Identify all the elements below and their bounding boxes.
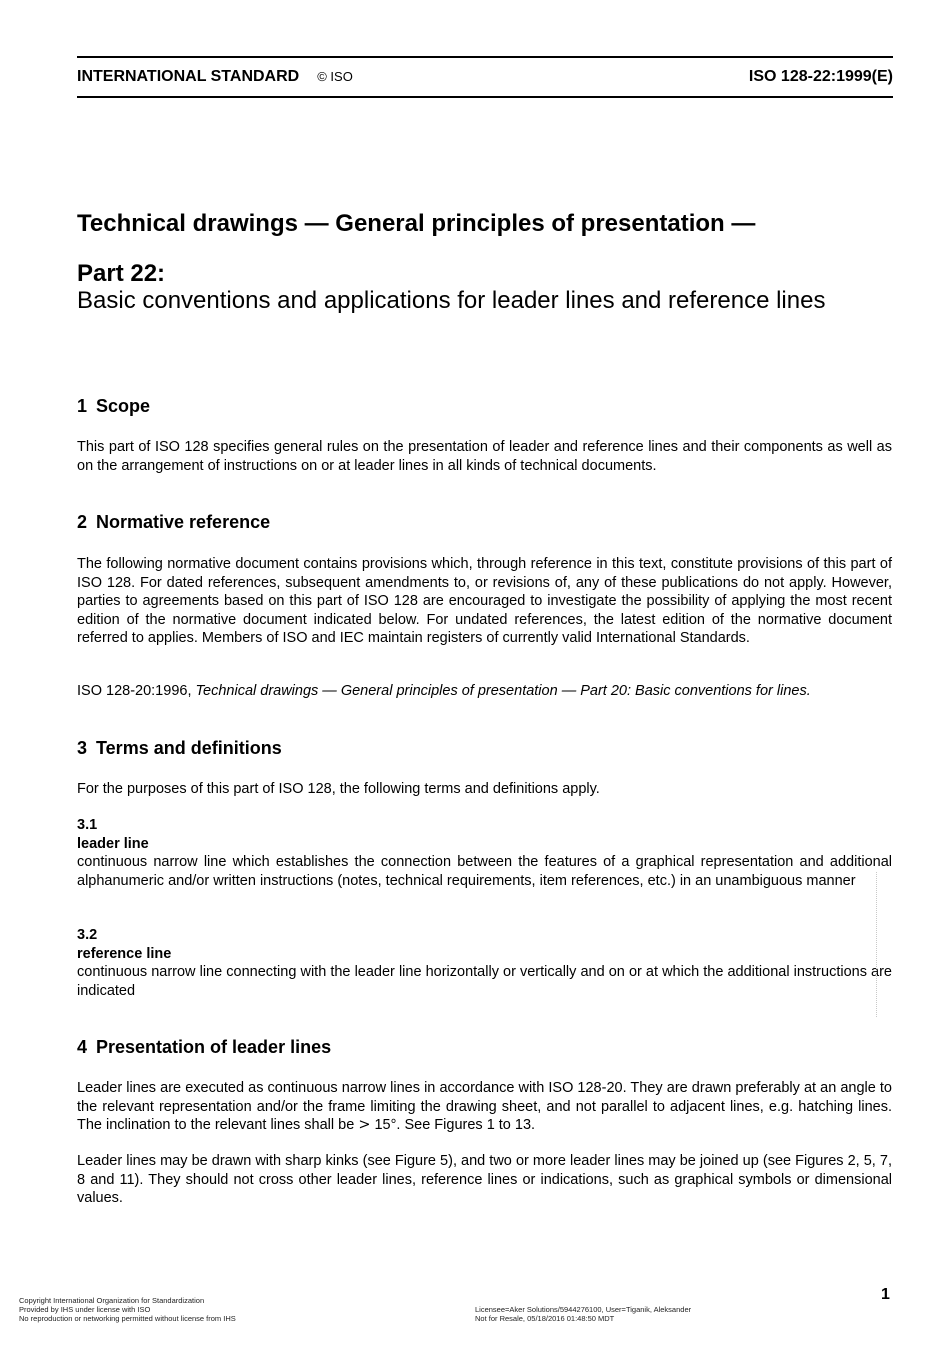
presentation-paragraph-2: Leader lines may be drawn with sharp kinks (see Figure 5), and two or more leader lines may be joined up (see Figures 2, 5, 7, 8 and 11). They should not cross other leader lines, reference lines or indications, such as graphical symbols or dimensional values. [77, 1153, 892, 1206]
margin-mark [876, 872, 877, 1017]
footer-line: Copyright International Organization for Standardization [19, 1296, 205, 1305]
reference-id: ISO 128-20:1996, [77, 683, 196, 699]
footer-license-right [475, 1305, 691, 1323]
footer-line: Licensee=Aker Solutions/5944276100, User=Tiganik, Aleksander [475, 1305, 692, 1314]
section-number: 2 [77, 512, 88, 532]
section-number: 3 [77, 738, 88, 758]
footer-license-left [19, 1296, 236, 1323]
part-title: Basic conventions and applications for leader lines and reference lines [77, 287, 826, 314]
paragraph-text: 15°. See Figures 1 to 13. [370, 1117, 536, 1133]
paragraph-text: Leader lines are executed as continuous narrow lines in accordance with ISO 128-20. They are drawn preferably at an angle to the relevant representation and/or the frame limiting the drawing sheet, and not parallel to adjacent lines, e.g. hatching lines. The inclination to the relevant lines shall be [77, 1080, 892, 1133]
term-entry [77, 816, 892, 890]
presentation-paragraph-1 [77, 1079, 892, 1135]
standard-label: INTERNATIONAL STANDARD [77, 68, 300, 85]
section-heading-terms [77, 738, 282, 759]
copyright-notice: © ISO [317, 69, 353, 84]
section-title: Normative reference [96, 512, 271, 532]
term-number: 3.2 [77, 927, 98, 943]
footer-line: Provided by IHS under license with ISO [19, 1305, 151, 1314]
footer-line: No reproduction or networking permitted without license from IHS [19, 1314, 236, 1323]
section-number: 4 [77, 1037, 88, 1057]
term-number: 3.1 [77, 817, 98, 833]
term-definition: continuous narrow line which establishes the connection between the features of a graphical representation and additional alphanumeric and/or written instructions (notes, technical requirements, item references, etc.) in an unambiguous manner [77, 854, 892, 889]
term-entry [77, 926, 892, 1000]
section-title: Presentation of leader lines [96, 1037, 332, 1057]
header-left [77, 68, 353, 86]
page-number: 1 [881, 1286, 890, 1303]
term-definition: continuous narrow line connecting with the leader line horizontally or vertically and on or at which the additional instructions are indicated [77, 964, 892, 999]
scope-paragraph: This part of ISO 128 specifies general rules on the presentation of leader and reference lines and their components as well as on the arrangement of instructions on or at leader lines in all kinds of technical documents. [77, 439, 892, 474]
greater-than-symbol: > [358, 1117, 371, 1133]
section-heading-scope [77, 396, 150, 417]
normative-reference-entry [77, 682, 892, 701]
section-heading-normative-reference [77, 512, 270, 533]
section-title: Scope [96, 396, 151, 416]
terms-intro: For the purposes of this part of ISO 128, the following terms and definitions apply. [77, 781, 600, 797]
term-name: reference line [77, 945, 172, 962]
section-number: 1 [77, 396, 88, 416]
reference-title: Technical drawings — General principles of presentation — Part 20: Basic conventions for lines. [195, 683, 811, 699]
normative-paragraph: The following normative document contains provisions which, through reference in this text, constitute provisions of this part of ISO 128. For dated references, subsequent amendments to, or revisions of, any of these publications do not apply. However, parties to agreements based on this part of ISO 128 are encouraged to investigate the possibility of applying the most recent edition of the normative document indicated below. For undated references, the latest edition of the normative document referred to applies. Members of ISO and IEC maintain registers of currently valid International Standards. [77, 556, 892, 646]
document-id: ISO 128-22:1999(E) [748, 68, 893, 85]
section-heading-presentation [77, 1037, 331, 1058]
footer-line: Not for Resale, 05/18/2016 01:48:50 MDT [475, 1314, 615, 1323]
document-title: Technical drawings — General principles of presentation — [77, 210, 756, 237]
header-bottom-rule [77, 96, 893, 98]
running-header [77, 67, 893, 87]
term-name: leader line [77, 835, 149, 852]
part-label: Part 22: [77, 260, 166, 287]
header-top-rule [77, 56, 893, 58]
section-title: Terms and definitions [96, 738, 282, 758]
